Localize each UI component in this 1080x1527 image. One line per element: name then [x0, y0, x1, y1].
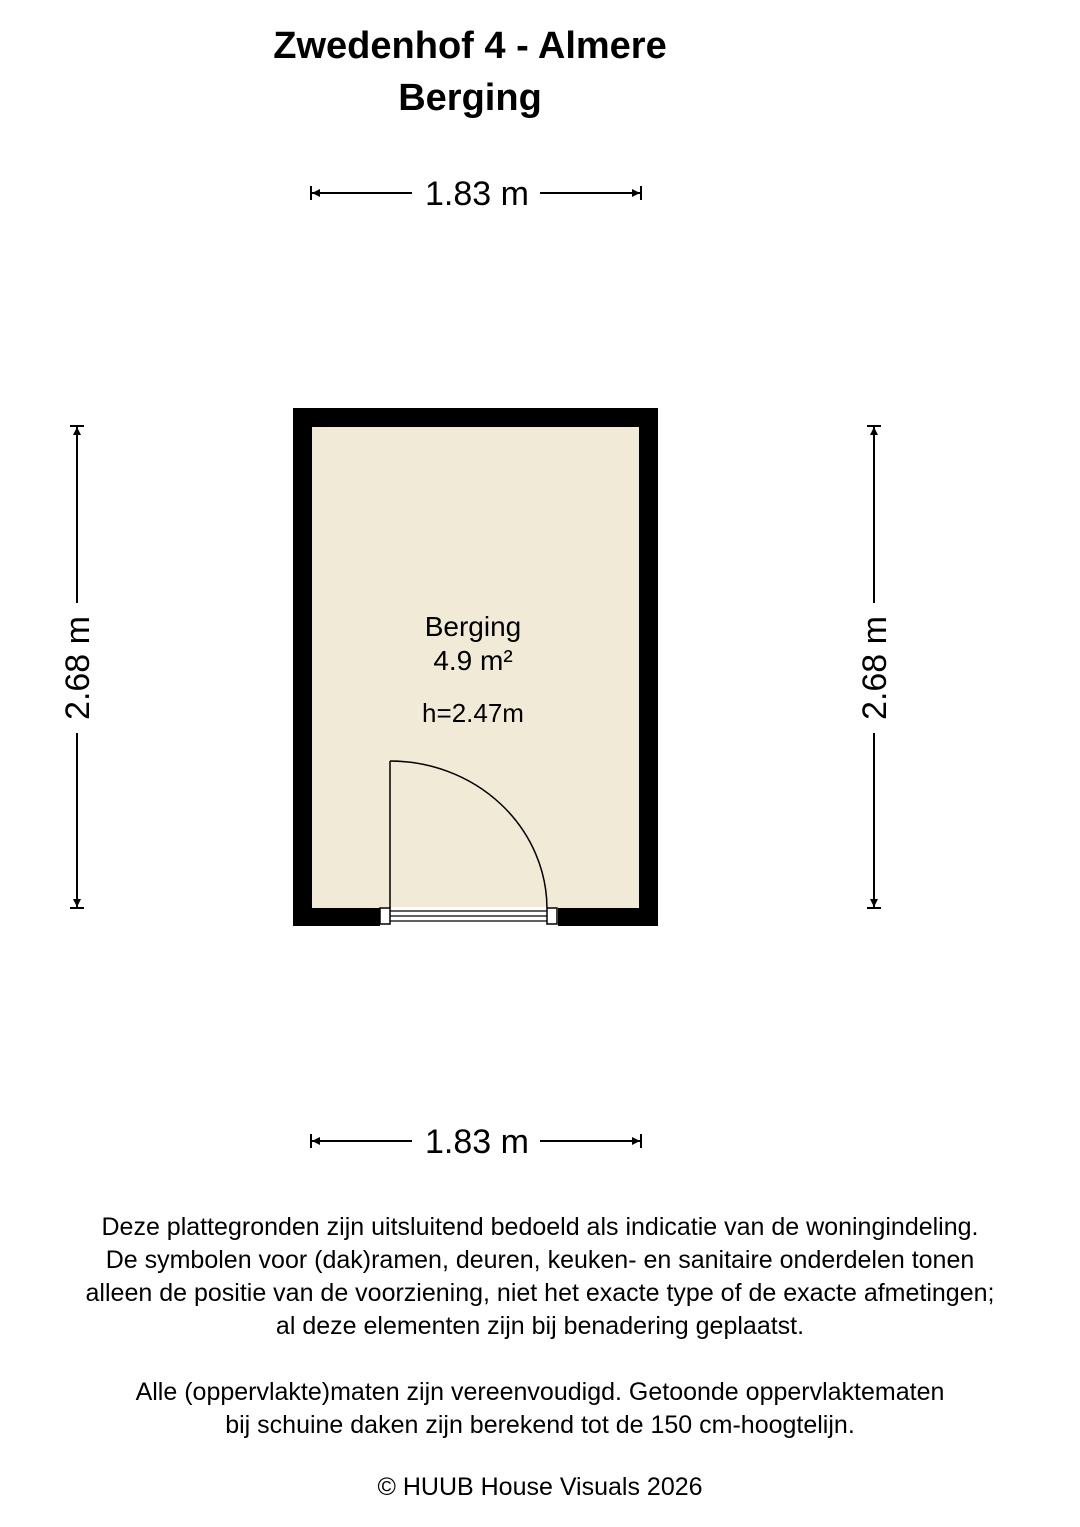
disclaimer-paragraph-1 [0, 1211, 1080, 1343]
dimension-right [856, 426, 894, 908]
dimension-bottom [311, 1123, 641, 1161]
disclaimer-line: Alle (oppervlakte)maten zijn vereenvoudigd. Getoonde oppervlaktematen [135, 1378, 945, 1406]
disclaimer-paragraph-2 [0, 1376, 1080, 1442]
dimension-left [59, 426, 97, 908]
disclaimer-line: Deze plattegronden zijn uitsluitend bedoeld als indicatie van de woningindeling. [101, 1213, 979, 1241]
disclaimer-line: al deze elementen zijn bij benadering geplaatst. [275, 1312, 805, 1340]
dimension-right-label: 2.68 m [856, 616, 894, 720]
room-berging [293, 408, 658, 927]
disclaimer-line: De symbolen voor (dak)ramen, deuren, keuken- en sanitaire onderdelen tonen [105, 1246, 975, 1274]
dimension-left-label: 2.68 m [59, 616, 97, 720]
disclaimer-line: bij schuine daken zijn berekend tot de 150 cm-hoogtelijn. [225, 1411, 855, 1439]
floorplan-subtitle: Berging [398, 77, 542, 119]
door-opening [380, 907, 558, 927]
floorplan-title: Zwedenhof 4 - Almere [273, 25, 667, 67]
dimension-top [311, 175, 641, 213]
door-threshold [380, 908, 557, 924]
room-area: 4.9 m² [433, 645, 513, 676]
dimension-bottom-label: 1.83 m [425, 1123, 529, 1161]
copyright-notice: © HUUB House Visuals 2026 [377, 1473, 703, 1501]
room-height: h=2.47m [422, 698, 524, 728]
room-name: Berging [424, 611, 522, 642]
disclaimer-line: alleen de positie van de voorziening, niet het exacte type of de exacte afmetingen; [85, 1279, 995, 1307]
dimension-top-label: 1.83 m [425, 175, 529, 213]
